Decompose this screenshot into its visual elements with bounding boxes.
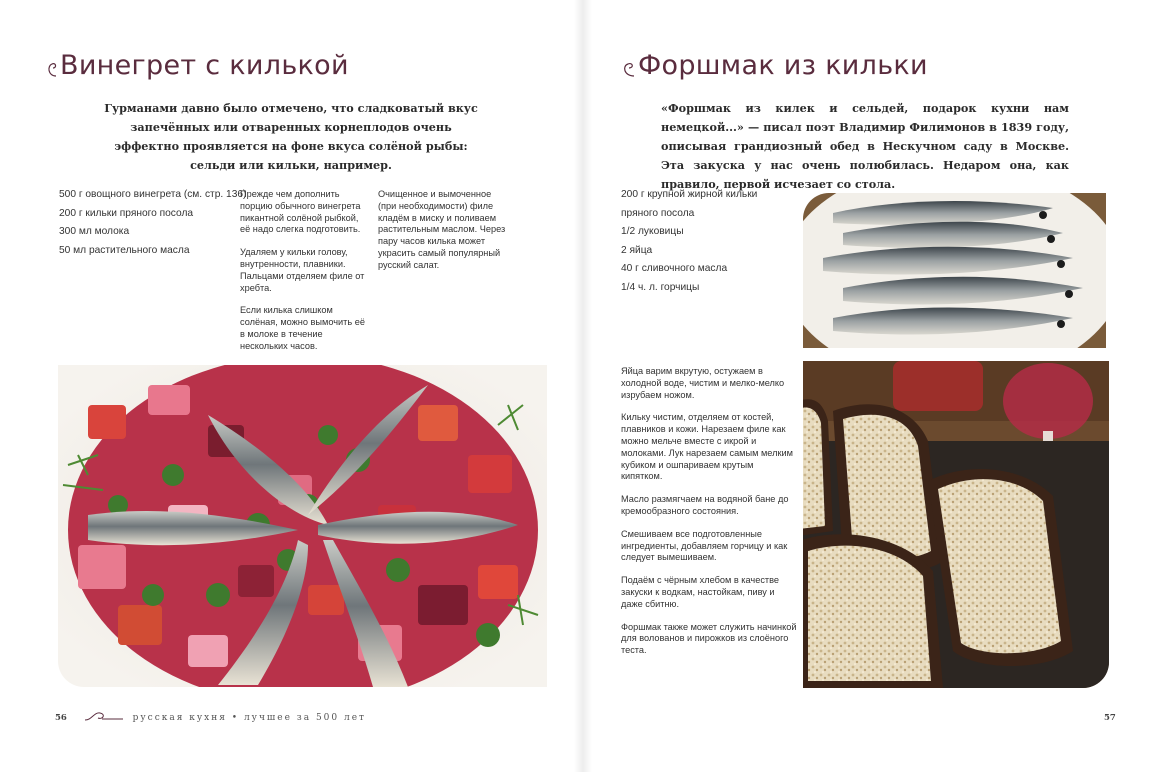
right-recipe-title xyxy=(620,50,928,81)
left-recipe-title-text: Винегрет с килькой xyxy=(60,50,349,81)
step-paragraph: Яйца варим вкрутую, остужаем в холодной воде, чистим и мелко-мелко изрубаем ножом. xyxy=(621,366,785,400)
ingredient-item: 50 мл растительного масла xyxy=(59,244,190,256)
swirl-ornament-icon xyxy=(620,56,636,78)
step-paragraph: Кильку чистим, отделяем от костей, плавников и кожи. Нарезаем филе как можно мельче вместе с икрой и молоками. Лук нарезаем самым мелким кубиком и ошпариваем крутым кипятком. xyxy=(621,412,793,482)
left-recipe-title xyxy=(46,50,349,81)
ingredient-item: 40 г сливочного масла xyxy=(621,263,728,274)
forshmak-sandwich-photo-icon xyxy=(803,361,1109,688)
sprats-photo-icon xyxy=(803,193,1106,348)
right-page xyxy=(583,0,1166,772)
left-ingredients-list xyxy=(59,186,247,260)
ingredient-item: пряного посола xyxy=(621,207,695,219)
forshmak-sandwich-photo xyxy=(803,361,1109,688)
step-paragraph: Масло размягчаем на водяной бане до кремообразного состояния. xyxy=(621,494,789,516)
footer-flourish-icon xyxy=(84,710,124,722)
page-number-right: 57 xyxy=(1104,713,1116,723)
ingredient-item: 300 мл молока xyxy=(59,226,130,237)
swirl-ornament-icon xyxy=(46,56,58,78)
left-footer xyxy=(55,710,366,723)
right-recipe-title-text: Форшмак из кильки xyxy=(638,50,928,81)
step-paragraph: Форшмак также может служить начинкой для волованов и пирожков из слоёного теста. xyxy=(621,621,797,656)
right-ingredients-list xyxy=(621,186,796,297)
step-paragraph: Очищенное и вымоченное (при необходимости) филе кладём в миску и поливаем растительным маслом. Через пару часов килька может украсить самый популярный русский салат. xyxy=(378,189,506,270)
vinaigrette-photo xyxy=(58,365,547,687)
step-paragraph: Прежде чем дополнить порцию обычного винегрета пикантной солёной рыбкой, её надо слегка подготовить. xyxy=(240,189,361,235)
right-recipe-intro: «Форшмак из килек и сельдей, подарок кухни нам немецкой...» — писал поэт Владимир Филимонов в 1839 году, описывая грандиозный обед в Нескучном саду в Москве. Эта закуска у нас очень полюбилась. Недаром она, как правило, первой исчезает со стола. xyxy=(661,101,1069,191)
right-footer xyxy=(1104,713,1116,723)
left-recipe-intro: Гурманами давно было отмечено, что сладковатый вкус запечённых или отваренных корнеплодов очень эффектно проявляется на фоне вкуса солёной рыбы: сельди или кильки, например. xyxy=(104,101,478,172)
left-steps-column-2 xyxy=(378,189,506,283)
ingredient-item: 2 яйца xyxy=(621,244,653,256)
running-title: русская кухня • лучшее за 500 лет xyxy=(132,713,367,723)
ingredient-item: 500 г овощного винегрета (см. стр. 136) xyxy=(59,189,247,200)
vinaigrette-photo-icon xyxy=(58,365,547,687)
step-paragraph: Если килька слишком солёная, можно вымочить её в молоке в течение нескольких часов. xyxy=(240,305,365,351)
ingredient-item: 200 г кильки пряного посола xyxy=(59,207,194,219)
ingredient-item: 1/2 луковицы xyxy=(621,226,684,237)
step-paragraph: Удаляем у кильки голову, внутренности, плавники. Пальцами отделяем филе от хребта. xyxy=(240,247,365,293)
step-paragraph: Подаём с чёрным хлебом в качестве закуски к водкам, настойкам, пиву и даже сбитню. xyxy=(621,575,780,609)
step-paragraph: Смешиваем все подготовленные ингредиенты, добавляем горчицу и как следует вымешиваем. xyxy=(621,528,788,563)
right-steps-column xyxy=(621,366,797,668)
ingredient-item: 200 г крупной жирной кильки xyxy=(621,189,758,200)
page-number-left: 56 xyxy=(55,713,67,723)
sprats-photo xyxy=(803,193,1106,348)
ingredient-item: 1/4 ч. л. горчицы xyxy=(621,281,700,293)
left-steps-column-1 xyxy=(240,189,368,364)
